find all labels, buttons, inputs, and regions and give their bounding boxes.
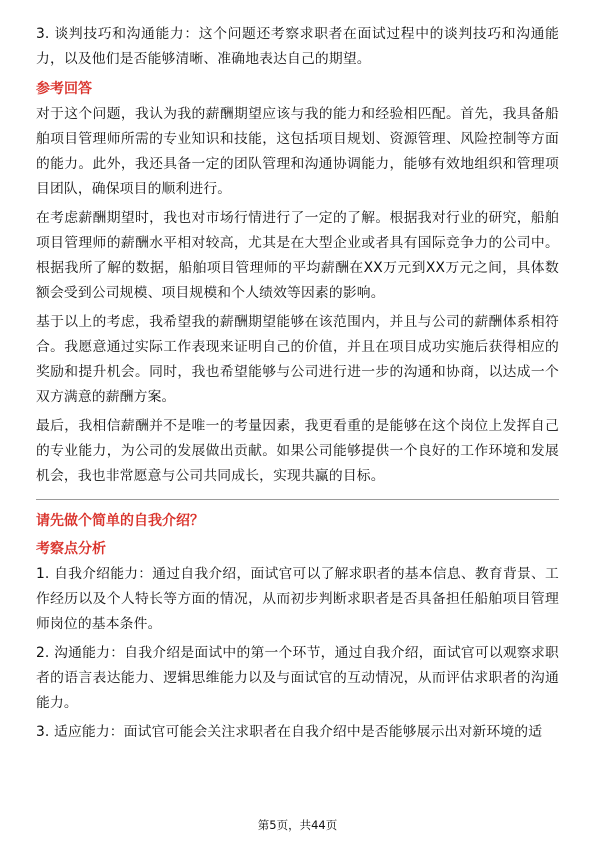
answer-paragraph-4: 最后，我相信薪酬并不是唯一的考量因素，我更看重的是能够在这个岗位上发挥自己的专业能力，为公司的发展做出贡献。如果公司能够提供一个良好的工作环境和发展机会，我也非常愿意与公司共同成长，实现共赢的目标。: [36, 418, 559, 484]
analysis-point-1: 1. 自我介绍能力：通过自我介绍，面试官可以了解求职者的基本信息、教育背景、工作经历以及个人特长等方面的情况，从而初步判断求职者是否具备担任船舶项目管理师岗位的基本条件。: [36, 566, 559, 632]
analysis-heading: 考察点分析: [36, 541, 106, 557]
intro-point-3: 3. 谈判技巧和沟通能力：这个问题还考察求职者在面试过程中的谈判技巧和沟通能力，以及他们是否能够清晰、准确地表达自己的期望。: [36, 26, 559, 67]
page-footer: 第5页，共44页: [257, 818, 338, 832]
analysis-point-2: 2. 沟通能力：自我介绍是面试中的第一个环节，通过自我介绍，面试官可以观察求职者的语言表达能力、逻辑思维能力以及与面试官的互动情况，从而评估求职者的沟通能力。: [36, 645, 559, 711]
analysis-point-3: 3. 适应能力：面试官可能会关注求职者在自我介绍中是否能够展示出对新环境的适: [36, 724, 543, 740]
answer-paragraph-2: 在考虑薪酬期望时，我也对市场行情进行了一定的了解。根据我对行业的研究，船舶项目管理师的薪酬水平相对较高，尤其是在大型企业或者具有国际竞争力的公司中。根据我所了解的数据，船舶项目管理师的平均薪酬在XX万元到XX万元之间，具体数额会受到公司规模、项目规模和个人绩效等因素的影响。: [36, 210, 559, 301]
document-page: [36, 22, 559, 749]
answer-paragraph-3: 基于以上的考虑，我希望我的薪酬期望能够在该范围内，并且与公司的薪酬体系相符合。我愿意通过实际工作表现来证明自己的价值，并且在项目成功实施后获得相应的奖励和提升机会。同时，我也希望能够与公司进行进一步的沟通和协商，以达成一个双方满意的薪酬方案。: [36, 314, 559, 405]
reference-answer-heading: 参考回答: [36, 81, 92, 97]
question-heading: 请先做个简单的自我介绍？: [36, 513, 204, 529]
section-divider: [36, 499, 559, 500]
answer-paragraph-1: 对于这个问题，我认为我的薪酬期望应该与我的能力和经验相匹配。首先，我具备船舶项目管理师所需的专业知识和技能，这包括项目规划、资源管理、风险控制等方面的能力。此外，我还具备一定的团队管理和沟通协调能力，能够有效地组织和管理项目团队，确保项目的顺利进行。: [36, 106, 559, 197]
